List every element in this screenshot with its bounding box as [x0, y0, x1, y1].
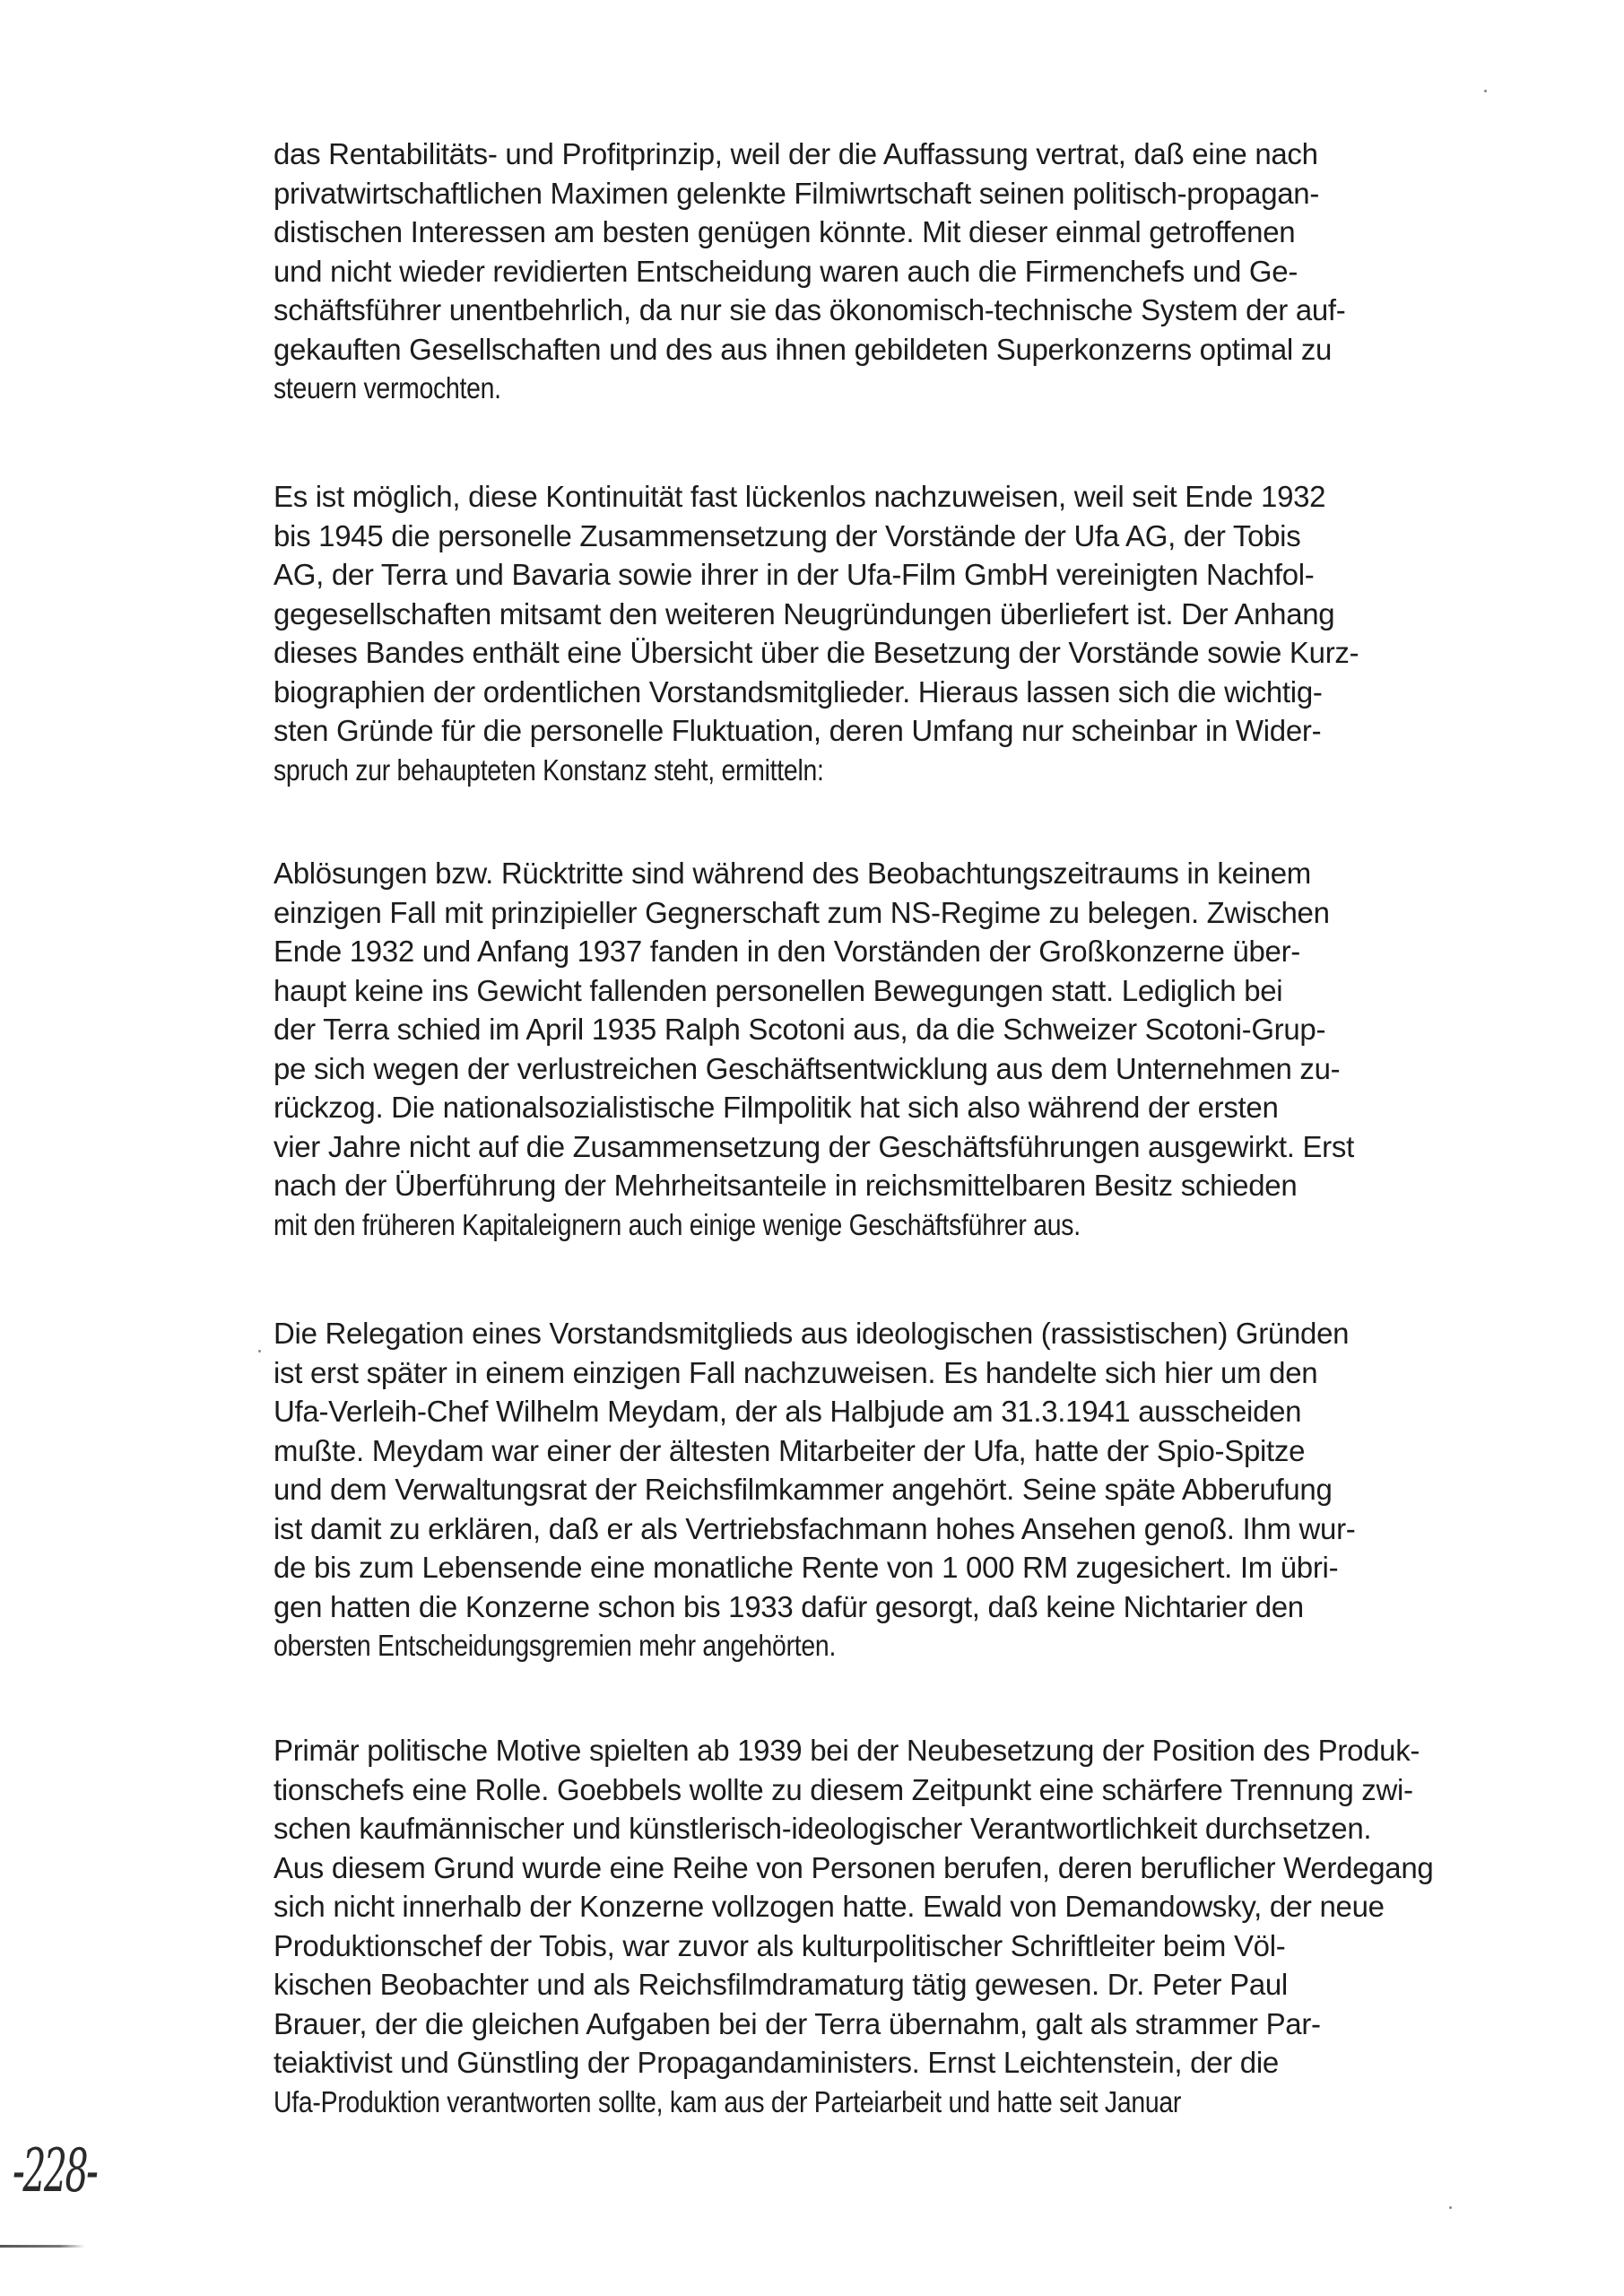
text-line: haupt keine ins Gewicht fallenden personellen Bewegungen statt. Lediglich bei: [274, 973, 1283, 1007]
text-line: tionschefs eine Rolle. Goebbels wollte zu diesem Zeitpunkt eine schärfere Trennung zwi-: [274, 1772, 1413, 1806]
paragraph-5: [274, 1731, 1565, 2121]
text-line: und dem Verwaltungsrat der Reichsfilmkammer angehört. Seine späte Abberufung: [274, 1473, 1333, 1506]
text-line: Primär politische Motive spielten ab 1939 bei der Neubesetzung der Position des Produk-: [274, 1734, 1420, 1767]
text-line: distischen Interessen am besten genügen könnte. Mit dieser einmal getroffenen: [274, 215, 1296, 248]
text-line: sten Gründe für die personelle Fluktuation, deren Umfang nur scheinbar in Wider-: [274, 714, 1322, 747]
text-line: de bis zum Lebensende eine monatliche Rente von 1 000 RM zugesichert. Im übri-: [274, 1551, 1339, 1584]
text-line: teiaktivist und Günstling der Propagandaministers. Ernst Leichtenstein, der die: [274, 2046, 1279, 2079]
text-line: Ende 1932 und Anfang 1937 fanden in den Vorständen der Großkonzerne über-: [274, 935, 1300, 968]
handwritten-page-number: -228-: [13, 2136, 97, 2205]
text-line: Produktionschef der Tobis, war zuvor als kulturpolitischer Schriftleiter beim Völ-: [274, 1928, 1286, 1962]
text-line: ist damit zu erklären, daß er als Vertriebsfachmann hohes Ansehen genoß. Ihm wur-: [274, 1511, 1356, 1545]
text-line: Die Relegation eines Vorstandsmitglieds aus ideologischen (rassistischen) Gründen: [274, 1317, 1350, 1350]
text-line: ist erst später in einem einzigen Fall nachzuweisen. Es handelte sich hier um den: [274, 1355, 1318, 1389]
text-line: Brauer, der die gleichen Aufgaben bei der Terra übernahm, galt als strammer Par-: [274, 2006, 1321, 2040]
text-line: Ufa-Verleih-Chef Wilhelm Meydam, der als Halbjude am 31.3.1941 ausscheiden: [274, 1395, 1302, 1428]
scan-speck: [1449, 2206, 1452, 2209]
text-line: bis 1945 die personelle Zusammensetzung der Vorstände der Ufa AG, der Tobis: [274, 518, 1301, 552]
text-line: privatwirtschaftlichen Maximen gelenkte Filmiwrtschaft seinen politisch-propagan-: [274, 176, 1320, 210]
text-line: Aus diesem Grund wurde eine Reihe von Personen berufen, deren beruflicher Werdegang: [274, 1850, 1434, 1884]
text-line: schäftsführer unentbehrlich, da nur sie das ökonomisch-technische System der auf-: [274, 293, 1346, 326]
text-line: gegesellschaften mitsamt den weiteren Neugründungen überliefert ist. Der Anhang: [274, 596, 1335, 631]
text-line: Ufa-Produktion verantworten sollte, kam aus der Parteiarbeit und hatte seit Januar: [274, 2084, 1182, 2118]
text-line: spruch zur behaupteten Konstanz steht, ermitteln:: [274, 752, 824, 787]
paragraph-1: [274, 135, 1565, 408]
text-line: steuern vermochten.: [274, 371, 501, 404]
text-line: kischen Beobachter und als Reichsfilmdramaturg tätig gewesen. Dr. Peter Paul: [274, 1968, 1288, 2001]
text-line: vier Jahre nicht auf die Zusammensetzung der Geschäftsführungen ausgewirkt. Erst: [274, 1129, 1354, 1163]
text-line: das Rentabilitäts- und Profitprinzip, weil der die Auffassung vertrat, daß eine nach: [274, 137, 1318, 170]
text-line: dieses Bandes enthält eine Übersicht über die Besetzung der Vorstände sowie Kurz-: [274, 636, 1359, 669]
scan-speck: [258, 1350, 261, 1352]
text-line: obersten Entscheidungsgremien mehr angehörten.: [274, 1629, 837, 1662]
text-line: Ablösungen bzw. Rücktritte sind während des Beobachtungszeitraums in keinem: [274, 857, 1311, 890]
text-line: schen kaufmännischer und künstlerisch-ideologischer Verantwortlichkeit durchsetzen.: [274, 1812, 1372, 1845]
text-line: einzigen Fall mit prinzipieller Gegnerschaft zum NS-Regime zu belegen. Zwischen: [274, 895, 1330, 929]
text-line: rückzog. Die nationalsozialistische Filmpolitik hat sich also während der ersten: [274, 1091, 1279, 1124]
text-line: biographien der ordentlichen Vorstandsmitglieder. Hieraus lassen sich die wichtig-: [274, 674, 1323, 709]
bottom-rule: [0, 2245, 85, 2248]
paragraph-2: [274, 477, 1565, 789]
text-line: pe sich wegen der verlustreichen Geschäftsentwicklung aus dem Unternehmen zu-: [274, 1051, 1341, 1085]
text-line: Es ist möglich, diese Kontinuität fast lückenlos nachzuweisen, weil seit Ende 1932: [274, 480, 1326, 513]
text-line: gen hatten die Konzerne schon bis 1933 dafür gesorgt, daß keine Nichtarier den: [274, 1589, 1304, 1623]
paragraph-4: [274, 1314, 1565, 1665]
text-line: gekauften Gesellschaften und des aus ihnen gebildeten Superkonzerns optimal zu: [274, 332, 1333, 366]
text-line: mit den früheren Kapitaleignern auch einige wenige Geschäftsführer aus.: [274, 1207, 1081, 1241]
text-line: sich nicht innerhalb der Konzerne vollzogen hatte. Ewald von Demandowsky, der neue: [274, 1890, 1385, 1923]
text-line: AG, der Terra und Bavaria sowie ihrer in der Ufa-Film GmbH vereinigten Nachfol-: [274, 558, 1315, 591]
text-line: der Terra schied im April 1935 Ralph Scotoni aus, da die Schweizer Scotoni-Grup-: [274, 1013, 1326, 1046]
text-line: nach der Überführung der Mehrheitsanteile in reichsmittelbaren Besitz schieden: [274, 1169, 1298, 1202]
text-line: und nicht wieder revidierten Entscheidung waren auch die Firmenchefs und Ge-: [274, 254, 1298, 288]
scan-speck: [1484, 90, 1487, 92]
paragraph-3: [274, 854, 1565, 1244]
text-line: mußte. Meydam war einer der ältesten Mitarbeiter der Ufa, hatte der Spio-Spitze: [274, 1433, 1306, 1467]
